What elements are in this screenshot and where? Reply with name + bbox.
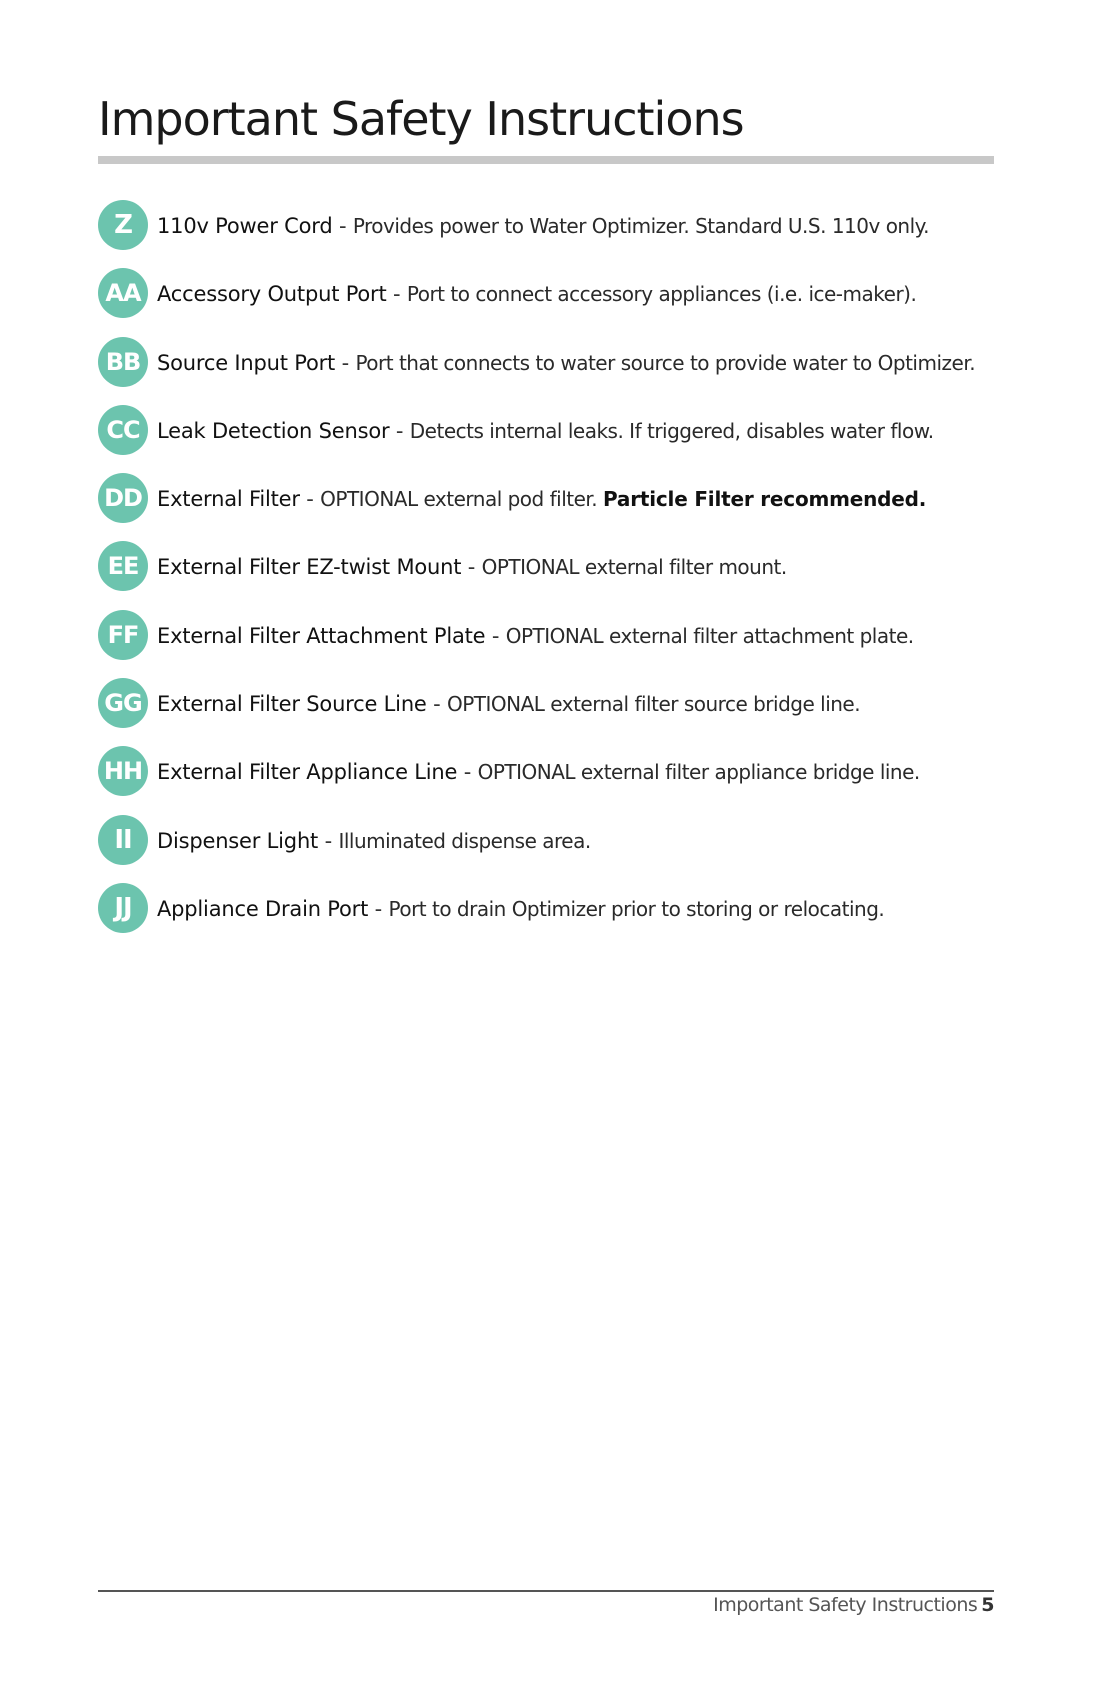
item-detail: Port to drain Optimizer prior to storing or relocating. — [388, 896, 885, 921]
item-description — [157, 212, 929, 240]
list-item — [98, 268, 998, 336]
item-separator: - — [461, 555, 482, 580]
item-separator: - — [426, 692, 447, 717]
list-item — [98, 815, 998, 883]
item-description — [157, 485, 926, 513]
item-term: External Filter Appliance Line — [157, 760, 458, 785]
item-term: External Filter — [157, 487, 300, 512]
page-number: 5 — [981, 1594, 994, 1616]
item-detail: OPTIONAL external pod filter. — [320, 487, 603, 512]
list-item — [98, 405, 998, 473]
item-badge: EE — [98, 541, 148, 591]
item-term: External Filter Source Line — [157, 692, 427, 717]
item-detail: Port to connect accessory appliances (i.e. ice-maker). — [406, 282, 917, 307]
item-detail: OPTIONAL external filter attachment plate. — [505, 623, 914, 648]
title-divider — [98, 156, 994, 164]
item-detail: OPTIONAL external filter source bridge line. — [447, 692, 861, 717]
item-description — [157, 758, 920, 786]
item-description — [157, 690, 860, 718]
page-title: Important Safety Instructions — [98, 92, 744, 146]
item-description — [157, 280, 916, 308]
item-detail: OPTIONAL external filter appliance bridge line. — [477, 760, 920, 785]
item-separator: - — [457, 760, 478, 785]
item-separator: - — [368, 896, 389, 921]
item-separator: - — [318, 828, 339, 853]
item-separator: - — [335, 350, 356, 375]
item-term: Leak Detection Sensor — [157, 418, 390, 443]
item-detail: Illuminated dispense area. — [338, 828, 591, 853]
list-item — [98, 200, 998, 268]
item-term: Accessory Output Port — [157, 282, 387, 307]
item-description — [157, 553, 787, 581]
item-badge: FF — [98, 610, 148, 660]
list-item — [98, 610, 998, 678]
page-footer — [713, 1594, 994, 1616]
item-badge: II — [98, 815, 148, 865]
item-detail: Port that connects to water source to provide water to Optimizer. — [355, 350, 976, 375]
list-item — [98, 746, 998, 814]
item-badge: CC — [98, 405, 148, 455]
component-list — [98, 200, 998, 951]
item-description — [157, 895, 884, 923]
item-term: Dispenser Light — [157, 828, 319, 853]
list-item — [98, 541, 998, 609]
item-term: External Filter Attachment Plate — [157, 623, 486, 648]
item-description — [157, 417, 934, 445]
item-badge: GG — [98, 678, 148, 728]
item-badge: Z — [98, 200, 148, 250]
item-term: Appliance Drain Port — [157, 896, 369, 921]
item-separator: - — [485, 623, 506, 648]
list-item — [98, 883, 998, 951]
footer-divider — [98, 1590, 994, 1592]
item-detail: Detects internal leaks. If triggered, disables water flow. — [409, 418, 934, 443]
item-detail: OPTIONAL external filter mount. — [481, 555, 787, 580]
item-term: 110v Power Cord — [157, 214, 333, 238]
item-separator: - — [299, 487, 321, 512]
item-description — [157, 827, 591, 855]
item-description — [157, 349, 975, 377]
item-description — [157, 622, 914, 650]
item-term: External Filter EZ-twist Mount — [157, 555, 462, 580]
item-emphasis: Particle Filter recommended. — [603, 487, 927, 512]
item-badge: JJ — [98, 883, 148, 933]
item-badge: HH — [98, 746, 148, 796]
item-separator: - — [386, 282, 407, 307]
item-badge: AA — [98, 268, 148, 318]
list-item — [98, 678, 998, 746]
item-separator: - — [389, 418, 410, 443]
item-term: Source Input Port — [157, 350, 336, 375]
item-separator: - — [332, 214, 353, 238]
item-detail: Provides power to Water Optimizer. Standard U.S. 110v only. — [352, 214, 930, 238]
list-item — [98, 473, 998, 541]
list-item — [98, 337, 998, 405]
item-badge: BB — [98, 337, 148, 387]
footer-text: Important Safety Instructions — [713, 1594, 978, 1616]
item-badge: DD — [98, 473, 148, 523]
